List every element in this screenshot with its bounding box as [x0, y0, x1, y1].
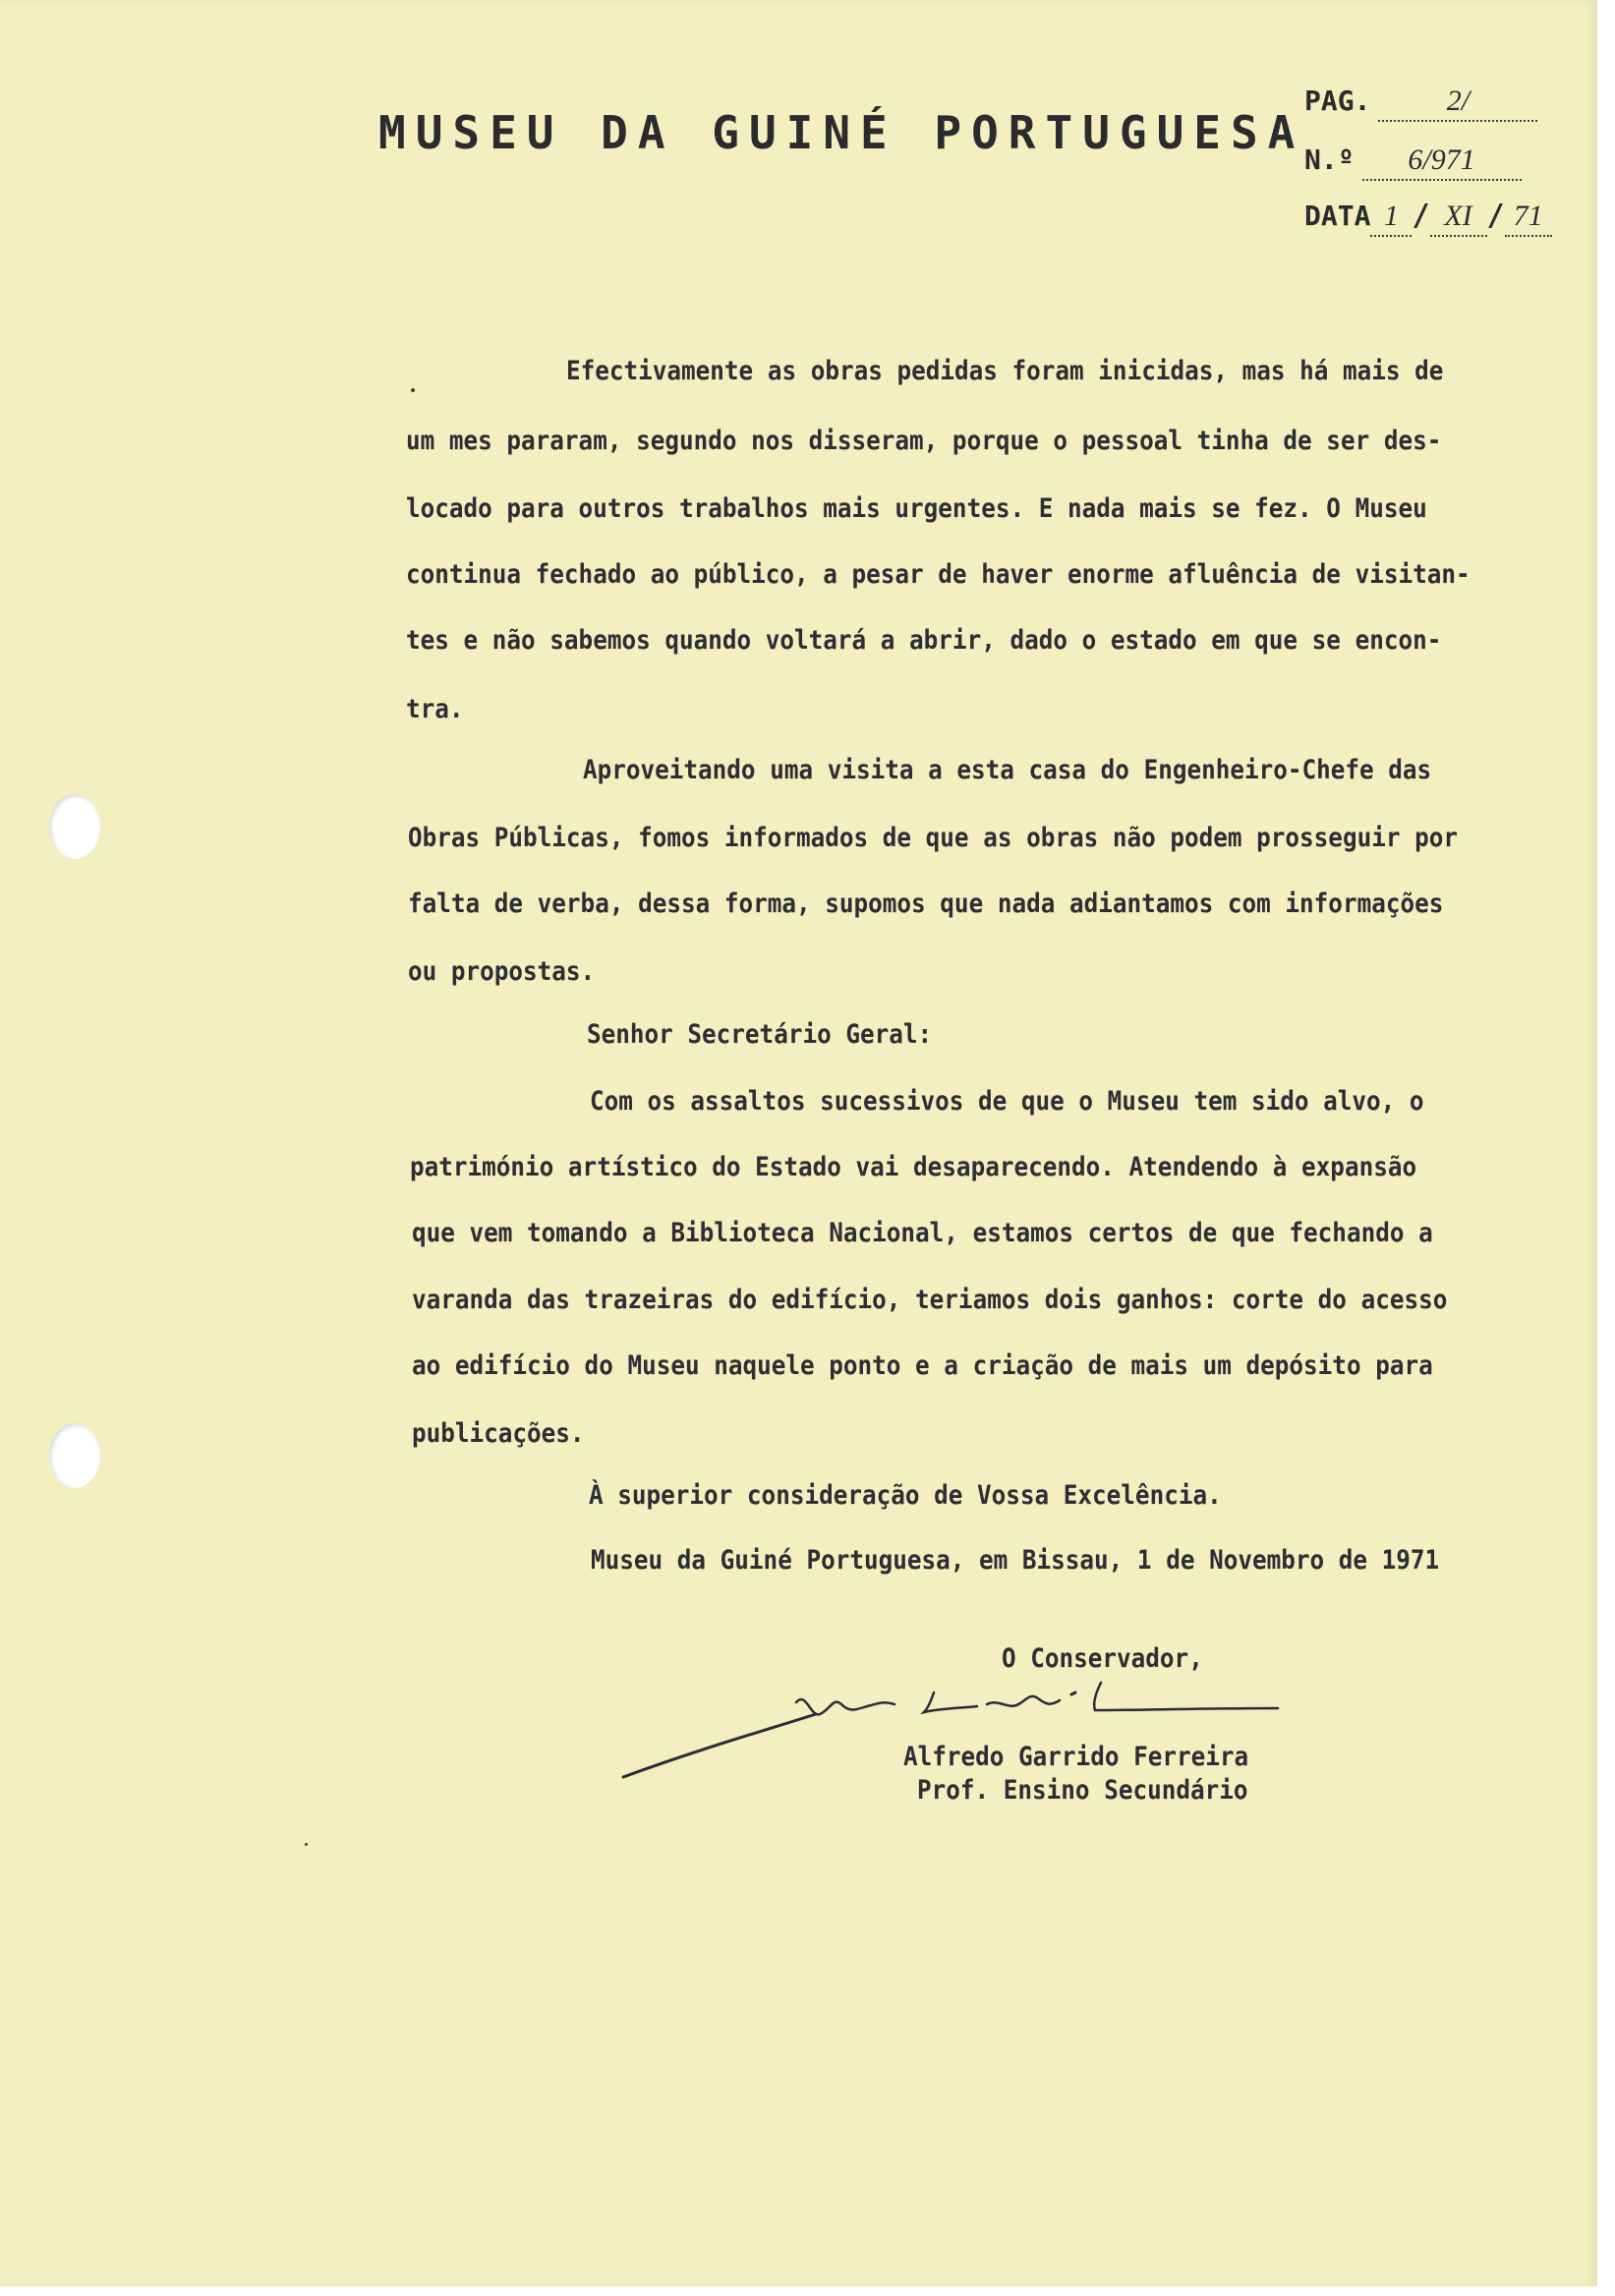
body-line-6: tra.	[406, 694, 464, 724]
page-number-label: PAG.	[1304, 85, 1371, 117]
page-number-field	[1304, 85, 1537, 122]
place-and-date: Museu da Guiné Portuguesa, em Bissau, 1 de Novembro de 1971	[591, 1545, 1440, 1576]
body-line-15: varanda das trazeiras do edifício, teriamos dois ganhos: corte do acesso	[412, 1285, 1448, 1315]
signatory-title: Prof. Ensino Secundário	[917, 1775, 1248, 1806]
reference-number-value: 6/971	[1362, 144, 1522, 181]
body-line-14: que vem tomando a Biblioteca Nacional, estamos certos de que fechando a	[412, 1218, 1433, 1248]
body-line-12: Com os assaltos sucessivos de que o Museu tem sido alvo, o	[590, 1086, 1424, 1117]
body-line-9: falta de verba, dessa forma, supomos que nada adiantamos com informações	[408, 889, 1444, 919]
reference-number-label: N.º	[1304, 144, 1355, 176]
paper-speck	[305, 1843, 308, 1846]
date-field: DATA 1 / XI / 71	[1304, 199, 1552, 237]
letterhead-title: MUSEU DA GUINÉ PORTUGUESA	[378, 106, 1305, 159]
body-line-2: um mes pararam, segundo nos disseram, porque o pessoal tinha de ser des-	[406, 426, 1442, 456]
punch-hole-bottom	[49, 1423, 100, 1488]
body-line-16: ao edifício do Museu naquele ponto e a criação de mais um depósito para	[412, 1350, 1433, 1381]
date-day: 1	[1370, 200, 1412, 237]
body-line-10: ou propostas.	[408, 956, 596, 987]
reference-number-field	[1304, 144, 1522, 181]
salutation: Senhor Secretário Geral:	[587, 1019, 933, 1050]
signatory-name: Alfredo Garrido Ferreira	[903, 1742, 1249, 1772]
signatory-role: O Conservador,	[1002, 1643, 1203, 1674]
date-label: DATA	[1304, 200, 1371, 232]
date-month: XI	[1430, 200, 1487, 237]
date-year: 71	[1505, 200, 1552, 237]
closing-formula: À superior consideração de Vossa Excelência.	[589, 1480, 1222, 1511]
body-line-3: locado para outros trabalhos mais urgentes. E nada mais se fez. O Museu	[406, 493, 1427, 524]
body-line-13: património artístico do Estado vai desaparecendo. Atendendo à expansão	[410, 1152, 1417, 1182]
page-number-value: 2/	[1378, 85, 1537, 122]
body-line-7: Aproveitando uma visita a esta casa do Engenheiro-Chefe das	[583, 755, 1432, 785]
body-line-1: Efectivamente as obras pedidas foram inicidas, mas há mais de	[566, 356, 1444, 386]
punch-hole-top	[49, 794, 100, 859]
body-line-5: tes e não sabemos quando voltará a abrir, dado o estado em que se encon-	[406, 625, 1442, 656]
body-line-4: continua fechado ao público, a pesar de haver enorme afluência de visitan-	[406, 559, 1471, 590]
body-line-17: publicações.	[412, 1418, 585, 1449]
margin-dot	[411, 388, 415, 392]
body-line-8: Obras Públicas, fomos informados de que as obras não podem prosseguir por	[408, 823, 1458, 853]
